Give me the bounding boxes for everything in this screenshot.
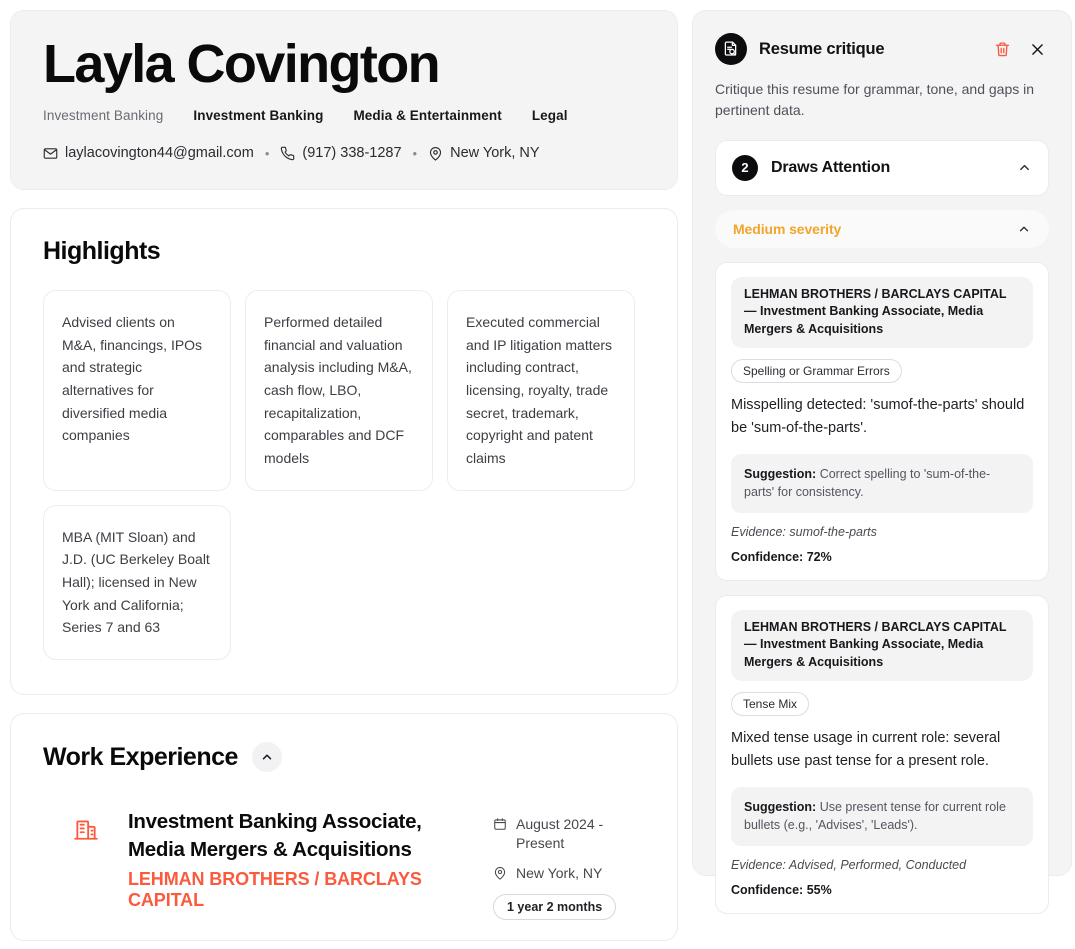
job-main <box>128 808 493 911</box>
highlights-card <box>10 208 678 695</box>
critique-group-accordion[interactable] <box>715 140 1049 196</box>
contact-location <box>428 145 539 161</box>
job-dates-text: August 2024 - Present <box>516 816 604 852</box>
issue-suggestion-label: Suggestion: <box>744 799 817 814</box>
contact-phone[interactable] <box>280 145 401 161</box>
contact-email-text: laylacovington44@gmail.com <box>65 145 254 162</box>
work-experience-title: Work Experience <box>43 742 238 771</box>
calendar-icon <box>493 815 507 831</box>
issue-confidence: Confidence: 55% <box>731 882 832 897</box>
job-location <box>493 864 645 883</box>
close-icon <box>1029 41 1046 58</box>
trash-icon <box>994 41 1011 58</box>
issue-text: Mixed tense usage in current role: several bullets use past tense for a present role. <box>731 729 1001 769</box>
issue-text: Misspelling detected: 'sumof-the-parts' should be 'sum-of-the-parts'. <box>731 396 1025 436</box>
work-experience-header <box>43 742 645 772</box>
work-experience-collapse-button[interactable] <box>252 742 282 772</box>
contact-separator-1: • <box>264 145 270 161</box>
resume-column <box>10 0 678 949</box>
critique-panel <box>692 10 1072 897</box>
issue-tag: Spelling or Grammar Errors <box>731 359 902 383</box>
issue-tag: Tense Mix <box>731 692 809 716</box>
contact-row <box>43 145 645 161</box>
highlights-title: Highlights <box>43 237 161 266</box>
building-icon <box>73 816 99 842</box>
chevron-up-icon <box>1017 222 1031 236</box>
highlights-grid <box>43 290 645 660</box>
contact-email[interactable] <box>43 145 254 161</box>
resume-header-card <box>10 10 678 190</box>
work-experience-entry <box>43 808 645 920</box>
job-icon-cell <box>43 808 128 842</box>
critique-panel-title: Resume critique <box>759 39 885 58</box>
issue-evidence: Evidence: sumof-the-parts <box>731 524 877 539</box>
map-pin-icon <box>493 864 507 880</box>
issue-suggestion <box>731 454 1033 513</box>
delete-critique-button[interactable] <box>991 38 1014 61</box>
critique-group-label: Draws Attention <box>771 158 891 176</box>
phone-icon <box>280 146 295 161</box>
highlight-item: Advised clients on M&A, financings, IPOs and strategic alternatives for diversified media companies <box>43 290 231 491</box>
highlight-item: MBA (MIT Sloan) and J.D. (UC Berkeley Boalt Hall); licensed in New York and California; Series 7 and 63 <box>43 505 231 660</box>
job-dates <box>493 815 645 853</box>
critique-issue-card <box>715 595 1049 914</box>
job-location-text: New York, NY <box>516 864 603 881</box>
tagline-3: Legal <box>531 108 568 124</box>
chevron-up-icon <box>260 750 274 764</box>
issue-context: LEHMAN BROTHERS / BARCLAYS CAPITAL — Investment Banking Associate, Media Mergers & Acquisitions <box>731 277 1033 348</box>
highlight-item: Performed detailed financial and valuation analysis including M&A, cash flow, LBO, recapitalization, comparables and DCF models <box>245 290 433 491</box>
contact-separator-2: • <box>412 145 418 161</box>
tagline-0: Investment Banking <box>43 108 164 124</box>
contact-location-text: New York, NY <box>450 145 540 162</box>
issue-evidence: Evidence: Advised, Performed, Conducted <box>731 857 967 872</box>
critique-group-count: 2 <box>732 155 758 181</box>
issue-confidence: Confidence: 72% <box>731 549 832 564</box>
work-experience-card <box>10 713 678 941</box>
highlight-item: Executed commercial and IP litigation matters including contract, licensing, royalty, trade secret, trademark, copyright and patent claims <box>447 290 635 491</box>
issue-context: LEHMAN BROTHERS / BARCLAYS CAPITAL — Investment Banking Associate, Media Mergers & Acquisitions <box>731 610 1033 681</box>
critique-issue-card <box>715 262 1049 581</box>
close-panel-button[interactable] <box>1026 38 1049 61</box>
issue-suggestion <box>731 787 1033 846</box>
critique-issue-list <box>715 262 1049 914</box>
issue-suggestion-text: Use present tense for current role bullets (e.g., 'Advises', 'Leads'). <box>744 799 1006 833</box>
critique-description: Critique this resume for grammar, tone, and gaps in pertinent data. <box>715 81 1035 119</box>
page-title: Layla Covington <box>43 34 440 94</box>
tagline-1: Investment Banking <box>193 108 324 124</box>
severity-accordion[interactable] <box>715 210 1049 248</box>
severity-label: Medium severity <box>733 220 842 237</box>
job-company: LEHMAN BROTHERS / BARCLAYS CAPITAL <box>128 869 422 911</box>
contact-phone-text: (917) 338-1287 <box>302 145 402 162</box>
job-meta <box>493 808 645 920</box>
issue-suggestion-label: Suggestion: <box>744 466 817 481</box>
map-pin-icon <box>428 146 443 161</box>
job-title: Investment Banking Associate, Media Mergers & Acquisitions <box>128 810 422 861</box>
chevron-up-icon <box>1017 160 1032 175</box>
document-review-icon <box>715 33 747 65</box>
critique-panel-header <box>715 33 1049 65</box>
tagline-2: Media & Entertainment <box>353 108 502 124</box>
mail-icon <box>43 146 58 161</box>
issue-suggestion-text: Correct spelling to 'sum-of-the-parts' for consistency. <box>744 466 991 500</box>
job-duration-badge: 1 year 2 months <box>493 894 616 920</box>
tagline-row <box>43 108 645 123</box>
